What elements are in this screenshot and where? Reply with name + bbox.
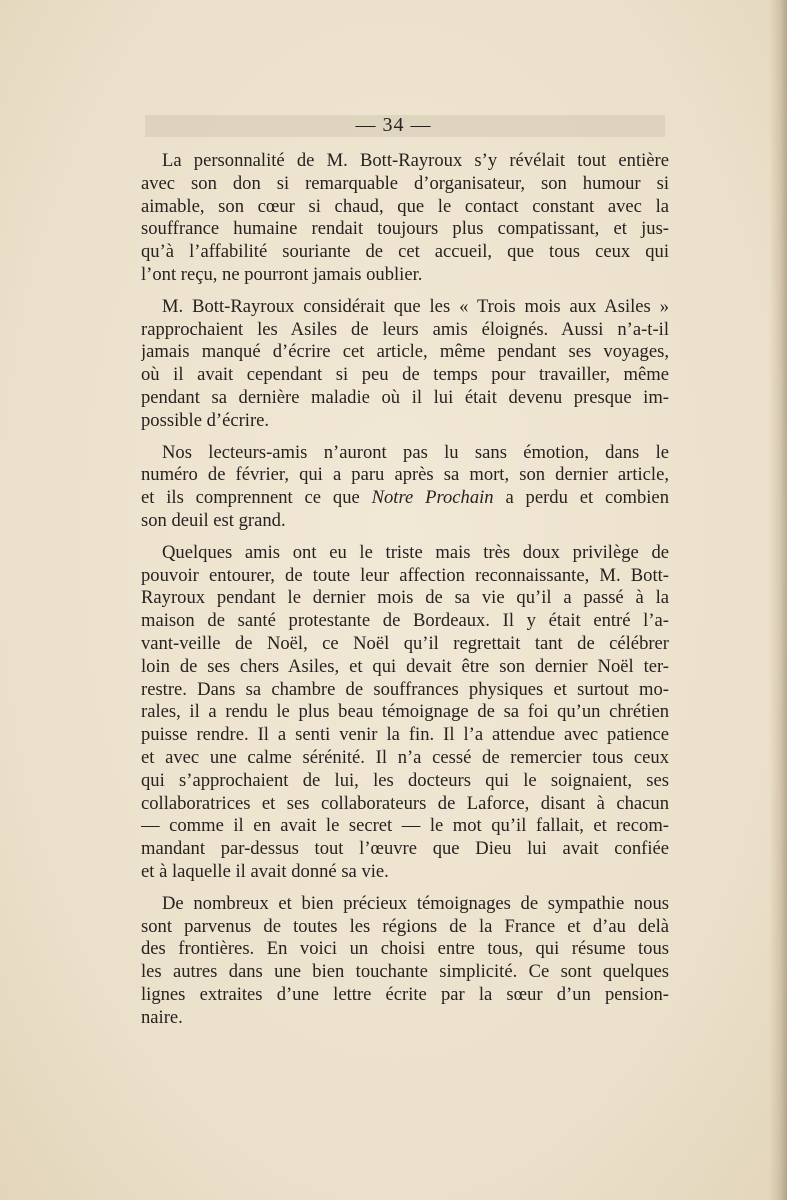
text-line: aimable, son cœur si chaud, que le contact constant avec la [141, 195, 669, 217]
text-line: M. Bott-Rayroux considérait que les « Trois mois aux Asiles » [162, 295, 669, 317]
text-line: pendant sa dernière maladie où il lui était devenu presque im- [141, 386, 669, 408]
text-line-mixed [141, 487, 669, 510]
text-line: jamais manqué d’écrire cet article, même pendant ses voyages, [141, 341, 669, 363]
text-line: loin de ses chers Asiles, et qui devait être son dernier Noël ter- [141, 655, 669, 677]
text-line: Quelques amis ont eu le triste mais très doux privilège de [162, 541, 669, 563]
text-line: rapprochaient les Asiles de leurs amis éloignés. Aussi n’a-t-il [141, 318, 669, 340]
text-line: De nombreux et bien précieux témoignages de sympathie nous [162, 892, 669, 914]
text-line: qu’à l’affabilité souriante de cet accueil, que tous ceux qui [141, 241, 669, 263]
text-line: avec son don si remarquable d’organisateur, son humour si [141, 172, 669, 194]
text-line: naire. [141, 1006, 183, 1028]
text-segment: et ils comprennent ce que [141, 487, 372, 509]
text-line: collaboratrices et ses collaborateurs de Laforce, disant à chacun [141, 792, 669, 814]
text-line: restre. Dans sa chambre de souffrances physiques et surtout mo- [141, 678, 669, 700]
page-number: — 34 — [355, 114, 432, 136]
text-line: vant-veille de Noël, ce Noël qu’il regrettait tant de célébrer [141, 632, 669, 654]
text-line: où il avait cependant si peu de temps pour travailler, même [141, 364, 669, 386]
body-text [141, 150, 669, 1038]
text-line: puisse rendre. Il a senti venir la fin. Il l’a attendue avec patience [141, 724, 669, 746]
text-line: les autres dans une bien touchante simplicité. Ce sont quelques [141, 961, 669, 983]
paragraph-1 [141, 150, 669, 287]
text-line: maison de santé protestante de Bordeaux. Il y était entré l’a- [141, 610, 669, 632]
text-line: numéro de février, qui a paru après sa mort, son dernier article, [141, 464, 669, 486]
text-line: rales, il a rendu le plus beau témoignage de sa foi qu’un chrétien [141, 701, 669, 723]
text-line: — comme il en avait le secret — le mot qu’il fallait, et recom- [141, 815, 669, 837]
paragraph-2 [141, 296, 669, 433]
paragraph-4 [141, 542, 669, 884]
text-line: sont parvenus de toutes les régions de la France et d’au delà [141, 915, 669, 937]
text-line: possible d’écrire. [141, 409, 270, 431]
text-line: et avec une calme sérénité. Il n’a cessé de remercier tous ceux [141, 746, 669, 768]
paragraph-5 [141, 893, 669, 1030]
journal-title-italic: Notre Prochain [371, 487, 494, 509]
text-line: souffrance humaine rendait toujours plus compatissant, et jus- [141, 218, 669, 240]
text-segment: a perdu et combien [493, 487, 669, 509]
text-line: l’ont reçu, ne pourront jamais oublier. [141, 263, 423, 285]
text-line: La personnalité de M. Bott-Rayroux s’y révélait tout entière [162, 150, 669, 171]
text-line: qui s’approchaient de lui, les docteurs qui le soignaient, ses [141, 769, 669, 791]
text-line: des frontières. En voici un choisi entre tous, qui résume tous [141, 938, 669, 960]
text-line: son deuil est grand. [141, 509, 286, 531]
text-line: Rayroux pendant le dernier mois de sa vie qu’il a passé à la [141, 587, 669, 609]
text-line: Nos lecteurs-amis n’auront pas lu sans émotion, dans le [162, 441, 669, 463]
text-line: et à laquelle il avait donné sa vie. [141, 860, 389, 882]
text-line: mandant par-dessus tout l’œuvre que Dieu lui avait confiée [141, 838, 669, 860]
paragraph-3 [141, 442, 669, 533]
text-line: pouvoir entourer, de toute leur affection reconnaissante, M. Bott- [141, 564, 669, 586]
page-edge-shadow [769, 0, 787, 1200]
text-line: lignes extraites d’une lettre écrite par la sœur d’un pension- [141, 983, 669, 1005]
